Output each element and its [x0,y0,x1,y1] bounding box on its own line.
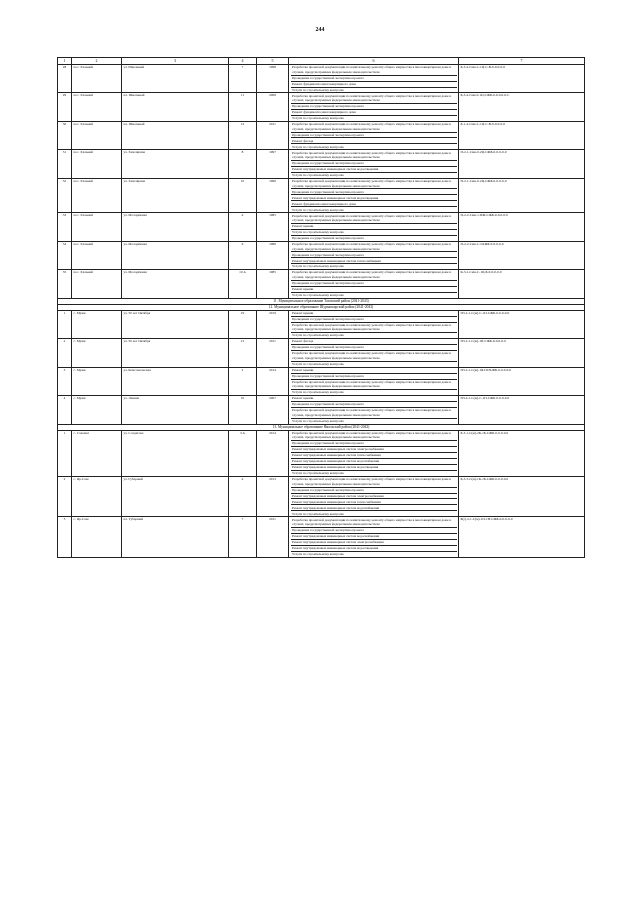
settlement-cell: с. Мужи [72,310,122,338]
section-heading: 11. Муниципальное образование Тазовский район (2041-2043) [58,298,585,304]
settlement-cell: с. Мужи [72,367,122,395]
work-item: Разработка проектной документации по капитальному ремонту общего имущества в многоквартирном доме в случаях, предусмотренных федеральным законодательством [291,213,457,224]
work-item: Ремонт фундамента многоквартирного дома [291,110,457,116]
building-code-cell: Б-1-4-Смн-С-1Ц-С-В-0-0-0-0-0 [459,121,585,149]
works-cell [289,150,459,178]
work-item: Услуги по строительному контролю [292,173,344,178]
capital-repair-register-table [57,57,585,558]
work-item: Разработка проектной документации по капитальному ремонту общего имущества в многоквартирном доме в случаях, предусмотренных федеральным законодательством [291,408,457,419]
work-item: Проведение государственной экспертизы проекта [291,104,457,110]
row-number: 29 [58,93,72,121]
house-number-cell: 10 [229,396,257,424]
settlement-cell: с. Яр-Сале [72,517,122,557]
work-item: Проведение государственной экспертизы проекта [291,76,457,82]
table-row [58,430,585,476]
work-item: Разработка проектной документации по капитальному ремонту общего имущества в многоквартирном доме в случаях, предусмотренных федеральным законодательством [291,270,457,281]
work-item: Разработка проектной документации по капитальному ремонту общего имущества в многоквартирном доме в случаях, предусмотренных федеральным законодательством [291,122,457,133]
table-row [58,65,585,93]
building-code-cell: Б-3-4-Смн-С-1Ц-С-В-0-0-0-0-0 [459,65,585,93]
work-item: Ремонт внутридомовых инженерных систем водоснабжения [291,459,457,465]
works-cell [289,241,459,269]
work-item: Ремонт крыши [291,396,457,402]
header-cell: 1 [58,58,72,65]
work-item: Разработка проектной документации по капитальному ремонту общего имущества в многоквартирном доме в случаях, предусмотренных федеральным законодательством [291,351,457,362]
work-item: Проведение государственной экспертизы проекта [291,317,457,323]
settlement-cell: пос. Хальмей [72,65,122,93]
work-item: Проведение государственной экспертизы проекта [291,441,457,447]
table-row [58,367,585,395]
work-item: Ремонт фасада [291,138,457,144]
building-code-cell: П-2-2-Смн-С-ГАЖБ-0-0-0-0-0 [459,241,585,269]
work-item: Разработка проектной документации по капитальному ремонту общего имущества в многоквартирном доме в случаях, предусмотренных федеральным законодательством [291,517,457,528]
work-item: Проведение государственной экспертизы проекта [291,488,457,494]
house-number-cell: 3 А [229,430,257,476]
table-row [58,270,585,298]
works-cell [289,121,459,149]
work-item: Ремонт фасада [291,339,457,345]
year-cell: 2011 [257,517,289,557]
header-cell: 2 [72,58,122,65]
work-item: Услуги по строительному контролю [292,292,344,297]
row-number: 30 [58,121,72,149]
row-number: 2 [58,476,72,516]
settlement-cell: пос. Хальмей [72,213,122,241]
year-cell: 2014 [257,430,289,476]
work-item: Разработка проектной документации по капитальному ремонту общего имущества в многоквартирном доме в случаях, предусмотренных федеральным законодательством [291,65,457,76]
building-code-cell: П-2-1-Смн-0-2Ц-СЖБ-0-0-0-0-0 [459,178,585,212]
work-item: Услуги по строительному контролю [292,471,344,476]
work-item: Ремонт фундамента многоквартирного дома [291,82,457,88]
house-number-cell: 7 [229,517,257,557]
works-cell [289,178,459,212]
work-item: Услуги по строительному контролю [292,87,344,92]
work-item: Разработка проектной документации по капитальному ремонту общего имущества в многоквартирном доме в случаях, предусмотренных федеральным законодательством [291,477,457,488]
row-number: 31 [58,150,72,178]
work-item: Проведение государственной экспертизы проекта [291,133,457,139]
work-item: Разработка проектной документации по капитальному ремонту общего имущества в многоквартирном доме в случаях, предусмотренных федеральным законодательством [291,150,457,161]
header-cell: 4 [229,58,257,65]
header-row [58,58,585,65]
building-code-cell: П-2-2-Смн-1-ПЖ-СЖБ-0-0-0-0-0 [459,213,585,241]
house-number-cell: 8 [229,150,257,178]
year-cell: 2007 [257,396,289,424]
works-cell [289,93,459,121]
street-cell: ул. Школьный [122,65,229,93]
table-row [58,213,585,241]
settlement-cell: пос. Хальмей [72,178,122,212]
building-code-cell: П3-2-1-С(м)-1П-СЖБ-0-0-0-0-0 [459,339,585,367]
street-cell: пл. Школьный [122,121,229,149]
building-code-cell: Б-3-3-С(м)-1К-1Б-СЖБ-0-0-0-0-0 [459,476,585,516]
work-item: Проведение государственной экспертизы проекта [291,374,457,380]
work-item: Услуги по строительному контролю [292,390,344,395]
works-cell [289,65,459,93]
works-cell [289,396,459,424]
street-cell: пл. Школьный [122,93,229,121]
street-cell: пл. Губарный [122,517,229,557]
street-cell: ул. 50 лет Октября [122,339,229,367]
year-cell: 1986 [257,241,289,269]
table-row [58,150,585,178]
building-code-cell: П3-4-1-С(м)-С-1П-СЖБ-0-0-0-0-0 [459,396,585,424]
row-number: 35 [58,270,72,298]
works-cell [289,310,459,338]
work-item: Ремонт внутридомовых инженерных систем водоснабжения [291,534,457,540]
works-cell [289,339,459,367]
settlement-cell: с. Мужи [72,396,122,424]
building-code-cell: Б-3-4-Смн-0-1Ц-СЖБ-0-0-0-0-0-С [459,93,585,121]
work-item: Ремонт внутридомовых инженерных систем электроснабжения [291,540,457,546]
work-item: Ремонт крыши [291,224,457,230]
table-row [58,121,585,149]
work-item: Проведение государственной экспертизы проекта [291,345,457,351]
work-item: Услуги по строительному контролю [292,418,344,423]
row-number: 33 [58,213,72,241]
work-item: Проведение государственной экспертизы проекта [291,528,457,534]
house-number-cell: 21 [229,339,257,367]
table-body [58,58,585,558]
row-number: 4 [58,396,72,424]
year-cell: 2014 [257,367,289,395]
work-item: Ремонт крыши [291,311,457,317]
page-number: 244 [315,27,325,33]
settlement-cell: с. Яр-Сале [72,476,122,516]
street-cell: ул. Солдатова [122,430,229,476]
section-heading: 12. Муниципальное образование Шурышкарский район (2041-2043) [58,304,585,310]
row-number: 1 [58,310,72,338]
work-item: Ремонт внутридомовых инженерных систем водоотведения [291,167,457,173]
works-cell [289,517,459,557]
settlement-cell: пос. Хальмей [72,270,122,298]
work-item: Проведение государственной экспертизы проекта [292,236,364,240]
work-item: Разработка проектной документации по капитальному ремонту общего имущества в многоквартирном доме в случаях, предусмотренных федеральным законодательством [291,179,457,190]
work-item: Разработка проектной документации по капитальному ремонту общего имущества в многоквартирном доме в случаях, предусмотренных федеральным законодательством [291,242,457,253]
work-item: Ремонт внутридомовых инженерных систем водоотведения [291,195,457,201]
street-cell: ул. Комсомольская [122,367,229,395]
house-number-cell: 19 [229,310,257,338]
work-item: Ремонт внутридомовых инженерных систем водоснабжения [291,505,457,511]
works-cell [289,430,459,476]
settlement-cell: пос. Хальмей [72,241,122,269]
header-cell: 6 [289,58,459,65]
building-code-cell: Б-3-1-С(м)-2К-1Б-СЖБ-0-0-0-0-0 [459,430,585,476]
works-cell [289,367,459,395]
table-row [58,476,585,516]
work-item: Услуги по строительному контролю [291,230,457,236]
building-code-cell: К-3-1-Смн-С-1Ц-Б-0-0-0-0-0 [459,270,585,298]
work-item: Ремонт внутридомовых инженерных систем электроснабжения [291,494,457,500]
work-item: Ремонт внутридомовых инженерных систем теплоснабжения [291,258,457,264]
work-item: Ремонт внутридомовых инженерных систем водоотведения [291,546,457,552]
work-item: Услуги по строительному контролю [292,116,344,121]
table-row [58,241,585,269]
row-number: 34 [58,241,72,269]
house-number-cell: 11 [229,93,257,121]
street-cell: ул. Заполярная [122,150,229,178]
year-cell: 2013 [257,476,289,516]
work-item: Разработка проектной документации по капитальному ремонту общего имущества в многоквартирном доме в случаях, предусмотренных федеральным законодательством [291,323,457,334]
work-item: Ремонт внутридомовых инженерных систем теплоснабжения [291,499,457,505]
row-number: 3 [58,367,72,395]
street-cell: ул. Молодёжная [122,213,229,241]
table-row [58,178,585,212]
work-item: Проведение государственной экспертизы проекта [291,161,457,167]
settlement-cell: пос. Хальмей [72,150,122,178]
table-row [58,396,585,424]
work-item: Ремонт внутридомовых инженерных систем электроснабжения [291,447,457,453]
year-cell: 2019 [257,310,289,338]
table-row [58,93,585,121]
house-number-cell: 6 [229,241,257,269]
house-number-cell: 10 А [229,270,257,298]
street-cell: ул. Заполярная [122,178,229,212]
year-cell: 1985 [257,270,289,298]
table-row [58,339,585,367]
house-number-cell: 12 [229,121,257,149]
works-cell [289,476,459,516]
work-item: Услуги по строительному контролю [292,333,344,338]
work-item: Ремонт фундамента многоквартирного дома [291,201,457,207]
house-number-cell: 4 [229,213,257,241]
year-cell: 1985 [257,213,289,241]
row-number: 2 [58,339,72,367]
work-item: Проведение государственной экспертизы проекта [291,402,457,408]
section-heading: 13. Муниципальное образование Ямальский район (2041-2043) [58,424,585,430]
work-item: Ремонт внутридомовых инженерных систем теплоснабжения [291,453,457,459]
work-item: Услуги по строительному контролю [292,552,344,556]
table-row [58,310,585,338]
table-row [58,517,585,557]
work-item: Ремонт внутридомовых инженерных систем водоотведения [291,465,457,471]
work-item: Проведение государственной экспертизы проекта [291,252,457,258]
header-cell: 3 [122,58,229,65]
work-item: Ремонт крыши [291,368,457,374]
building-code-cell: П3-2-1-С(м)-С-1П-СЖБ-0-0-0-0-0 [459,310,585,338]
works-cell [289,213,459,241]
work-item: Разработка проектной документации по капитальному ремонту общего имущества в многоквартирном доме в случаях, предусмотренных федеральным законодательством [291,93,457,104]
work-item: Проведение государственной экспертизы проекта [291,189,457,195]
building-code-cell: Б(г)-2-1-С(м)-1П-1Н-СЖБ-0-0-0-0-0 [459,517,585,557]
street-cell: ул. 50 лет Октября [122,310,229,338]
row-number: 3 [58,517,72,557]
work-item: Разработка проектной документации по капитальному ремонту общего имущества в многоквартирном доме в случаях, предусмотренных федеральным законодательством [291,431,457,442]
row-number: 1 [58,430,72,476]
header-cell: 5 [257,58,289,65]
year-cell: 1998 [257,65,289,93]
work-item: Услуги по строительному контролю [292,264,344,269]
work-item: Услуги по строительному контролю [292,144,344,149]
work-item: Разработка проектной документации по капитальному ремонту общего имущества в многоквартирном доме в случаях, предусмотренных федеральным законодательством [291,380,457,391]
work-item: Услуги по строительному контролю [292,361,344,366]
work-item: Проведение государственной экспертизы проекта [291,281,457,287]
street-cell: ул. Ленина [122,396,229,424]
house-number-cell: 2 [229,367,257,395]
settlement-cell: пос. Хальмей [72,93,122,121]
settlement-cell: с. Мужи [72,339,122,367]
work-item: Услуги по строительному контролю [292,511,344,516]
work-item: Ремонт крыши [291,287,457,293]
year-cell: 2011 [257,121,289,149]
street-cell: ул. Губарный [122,476,229,516]
year-cell: 2008 [257,93,289,121]
year-cell: 1996 [257,178,289,212]
year-cell: 1997 [257,150,289,178]
header-cell: 7 [459,58,585,65]
works-cell [289,270,459,298]
settlement-cell: пос. Хальмей [72,121,122,149]
street-cell: ул. Молодёжная [122,270,229,298]
year-cell: 2011 [257,339,289,367]
house-number-cell: 10 [229,178,257,212]
building-code-cell: П3-2-1-С(м)-1Я-П1Н-ЖБ-0-0-0-0-0 [459,367,585,395]
settlement-cell: с. Салемал [72,430,122,476]
house-number-cell: 7 [229,65,257,93]
work-item: Услуги по строительному контролю [292,207,344,212]
row-number: 32 [58,178,72,212]
building-code-cell: П-2-1-Смн-0-2Ц-СЖБ-0-0-0-0-0 [459,150,585,178]
house-number-cell: 4 [229,476,257,516]
row-number: 28 [58,65,72,93]
street-cell: ул. Молодёжная [122,241,229,269]
